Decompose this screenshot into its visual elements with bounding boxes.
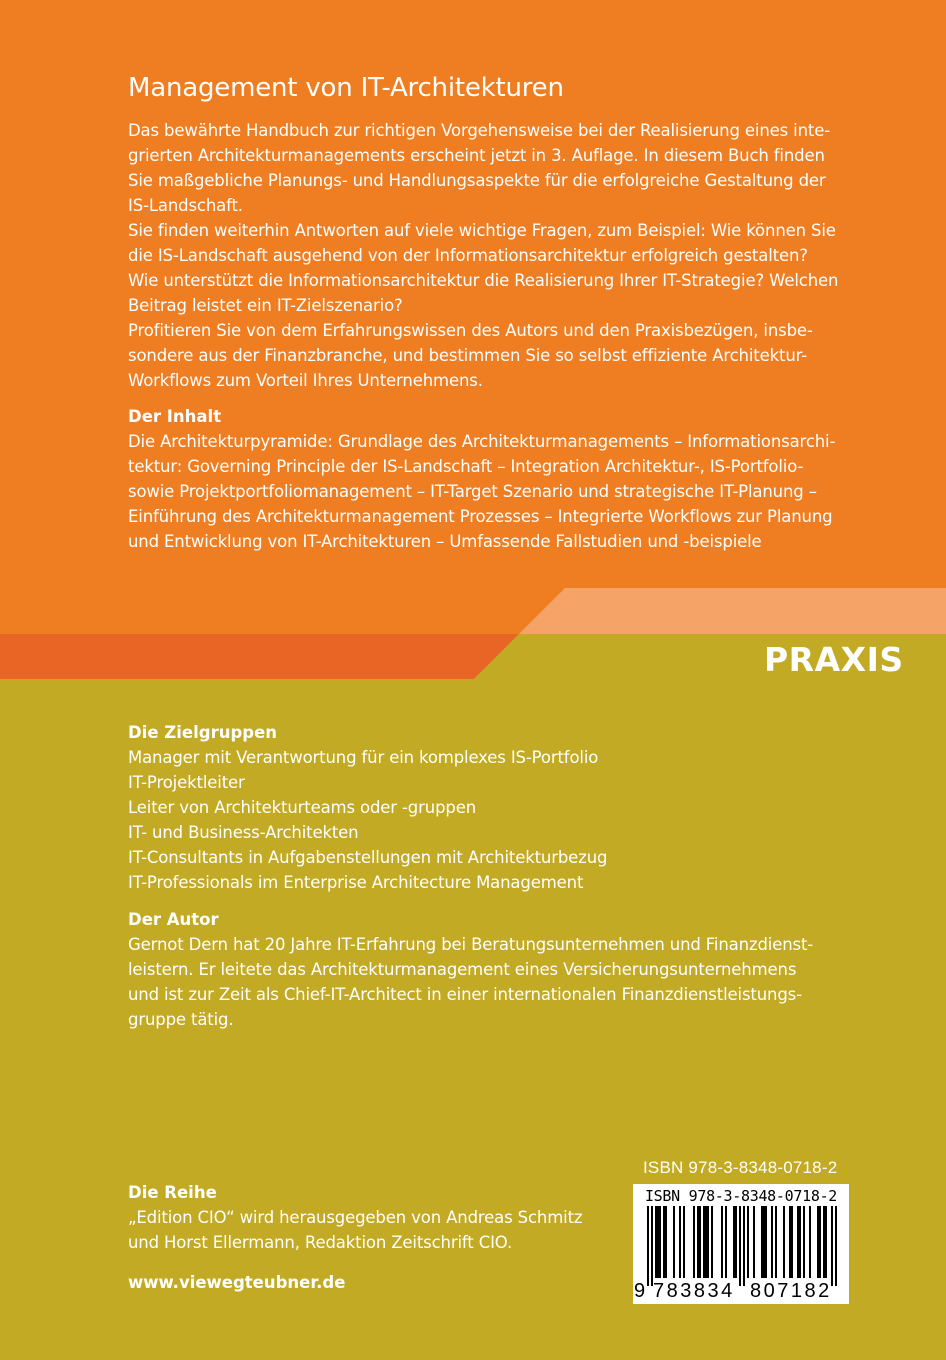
- barcode-bar: [655, 1206, 657, 1278]
- ean-right-group: 807182: [750, 1280, 832, 1302]
- barcode-bar: [647, 1206, 649, 1286]
- barcode-bar: [791, 1206, 793, 1278]
- intro-line: grierten Architekturmanagements erscheint jetzt in 3. Auflage. In diesem Buch finden: [128, 146, 825, 165]
- barcode-bar: [831, 1206, 833, 1286]
- barcode-bar: [663, 1206, 665, 1278]
- barcode-bar: [697, 1206, 699, 1278]
- intro-line: Beitrag leistet ein IT-Zielszenario?: [128, 296, 403, 315]
- barcode-bar: [705, 1206, 707, 1278]
- barcode-bar: [761, 1206, 763, 1278]
- barcode-bar: [765, 1206, 767, 1278]
- autor-line: gruppe tätig.: [128, 1010, 234, 1029]
- inhalt-line: Die Architekturpyramide: Grundlage des Architekturmanagements – Informationsarchi-: [128, 432, 836, 451]
- zielgruppen-item: IT- und Business-Architekten: [128, 823, 359, 842]
- intro-line: die IS-Landschaft ausgehend von der Informationsarchitektur erfolgreich gestalten?: [128, 246, 808, 265]
- barcode-bar: [659, 1206, 661, 1278]
- intro-line: Profitieren Sie von dem Erfahrungswissen des Autors und den Praxisbezügen, insbe-: [128, 321, 813, 340]
- barcode-bar: [739, 1206, 741, 1286]
- autor-line: leistern. Er leitete das Architekturmanagement eines Versicherungsunternehmens: [128, 960, 797, 979]
- barcode-bar: [771, 1206, 773, 1278]
- reihe-heading: Die Reihe: [128, 1183, 217, 1202]
- intro-line: Das bewährte Handbuch zur richtigen Vorgehensweise bei der Realisierung eines inte-: [128, 121, 831, 140]
- zielgruppen-item: IT-Projektleiter: [128, 773, 245, 792]
- intro-line: sondere aus der Finanzbranche, und bestimmen Sie so selbst effiziente Architektur-: [128, 346, 808, 365]
- zielgruppen-item: IT-Consultants in Aufgabenstellungen mit Architekturbezug: [128, 848, 608, 867]
- isbn-barcode: [633, 1184, 849, 1304]
- autor-line: und ist zur Zeit als Chief-IT-Architect in einer internationalen Finanzdienstleistungs-: [128, 985, 802, 1004]
- barcode-bar: [693, 1206, 695, 1278]
- barcode-bar: [673, 1206, 675, 1278]
- reihe-line: „Edition CIO“ wird herausgegeben von Andreas Schmitz: [128, 1208, 583, 1227]
- barcode-bar: [763, 1206, 765, 1278]
- zielgruppen-item: IT-Professionals im Enterprise Architecture Management: [128, 873, 584, 892]
- inhalt-line: tektur: Governing Principle der IS-Landschaft – Integration Architektur-, IS-Portfolio-: [128, 457, 804, 476]
- zielgruppen-heading: Die Zielgruppen: [128, 723, 278, 742]
- barcode-bar: [657, 1206, 659, 1278]
- barcode-bar: [797, 1206, 799, 1278]
- inhalt-line: und Entwicklung von IT-Architekturen – Umfassende Fallstudien und -beispiele: [128, 532, 762, 551]
- barcode-bar: [735, 1206, 737, 1278]
- barcode-bar: [783, 1206, 785, 1278]
- autor-line: Gernot Dern hat 20 Jahre IT-Erfahrung bei Beratungsunternehmen und Finanzdienst-: [128, 935, 814, 954]
- barcode-bar: [835, 1206, 837, 1286]
- barcode-bar: [819, 1206, 821, 1278]
- barcode-bar: [707, 1206, 709, 1278]
- barcode-bar: [651, 1206, 653, 1286]
- autor-heading: Der Autor: [128, 910, 219, 929]
- intro-line: Wie unterstützt die Informationsarchitektur die Realisierung Ihrer IT-Strategie? Welchen: [128, 271, 839, 290]
- zielgruppen-item: Manager mit Verantwortung für ein komplexes IS-Portfolio: [128, 748, 599, 767]
- reihe-line: und Horst Ellermann, Redaktion Zeitschrift CIO.: [128, 1233, 513, 1252]
- barcode-bar: [665, 1206, 667, 1278]
- ean-first-digit: 9: [634, 1280, 646, 1302]
- barcode-bar: [775, 1206, 777, 1278]
- barcode-bar: [703, 1206, 705, 1278]
- barcode-bar: [799, 1206, 801, 1278]
- barcode-bar: [817, 1206, 819, 1278]
- website-url[interactable]: www.viewegteubner.de: [128, 1273, 346, 1292]
- zielgruppen-item: Leiter von Architekturteams oder -gruppen: [128, 798, 477, 817]
- barcode-bar: [753, 1206, 755, 1278]
- intro-line: Workflows zum Vorteil Ihres Unternehmens.: [128, 371, 483, 390]
- barcode-bar: [789, 1206, 791, 1278]
- barcode-bar: [823, 1206, 825, 1278]
- praxis-label: PRAXIS: [764, 640, 904, 679]
- ean-left-group: 783834: [653, 1280, 735, 1302]
- barcode-bar: [679, 1206, 681, 1278]
- isbn-label: ISBN 978-3-8348-0718-2: [643, 1158, 838, 1177]
- barcode-isbn-text: ISBN 978-3-8348-0718-2: [644, 1187, 838, 1205]
- barcode-bar: [683, 1206, 685, 1278]
- barcode-bar: [699, 1206, 701, 1278]
- barcode-bar: [809, 1206, 811, 1278]
- inhalt-line: sowie Projektportfoliomanagement – IT-Target Szenario und strategische IT-Planung –: [128, 482, 817, 501]
- inhalt-text: [128, 429, 835, 554]
- inhalt-line: Einführung des Architekturmanagement Prozesses – Integrierte Workflows zur Planung: [128, 507, 833, 526]
- intro-line: IS-Landschaft.: [128, 196, 243, 215]
- barcode-bar: [747, 1206, 749, 1278]
- barcode-bar: [733, 1206, 735, 1278]
- barcode-bar: [711, 1206, 713, 1278]
- barcode-bar: [803, 1206, 805, 1278]
- intro-line: Sie finden weiterhin Antworten auf viele wichtige Fragen, zum Beispiel: Wie können Sie: [128, 221, 836, 240]
- intro-line: Sie maßgebliche Planungs- und Handlungsaspekte für die erfolgreiche Gestaltung der: [128, 171, 826, 190]
- inhalt-heading: Der Inhalt: [128, 407, 222, 426]
- barcode-bar: [825, 1206, 827, 1278]
- autor-text: [128, 932, 813, 1032]
- zielgruppen-list: [128, 745, 607, 895]
- band-light-stripe: [519, 588, 946, 634]
- barcode-bar: [743, 1206, 745, 1286]
- barcode-bar: [721, 1206, 723, 1278]
- band-dark-stripe: [0, 634, 519, 680]
- intro-text: [128, 118, 838, 393]
- reihe-text: [128, 1205, 582, 1255]
- barcode-bar: [725, 1206, 727, 1278]
- book-title: Management von IT-Architekturen: [128, 73, 564, 103]
